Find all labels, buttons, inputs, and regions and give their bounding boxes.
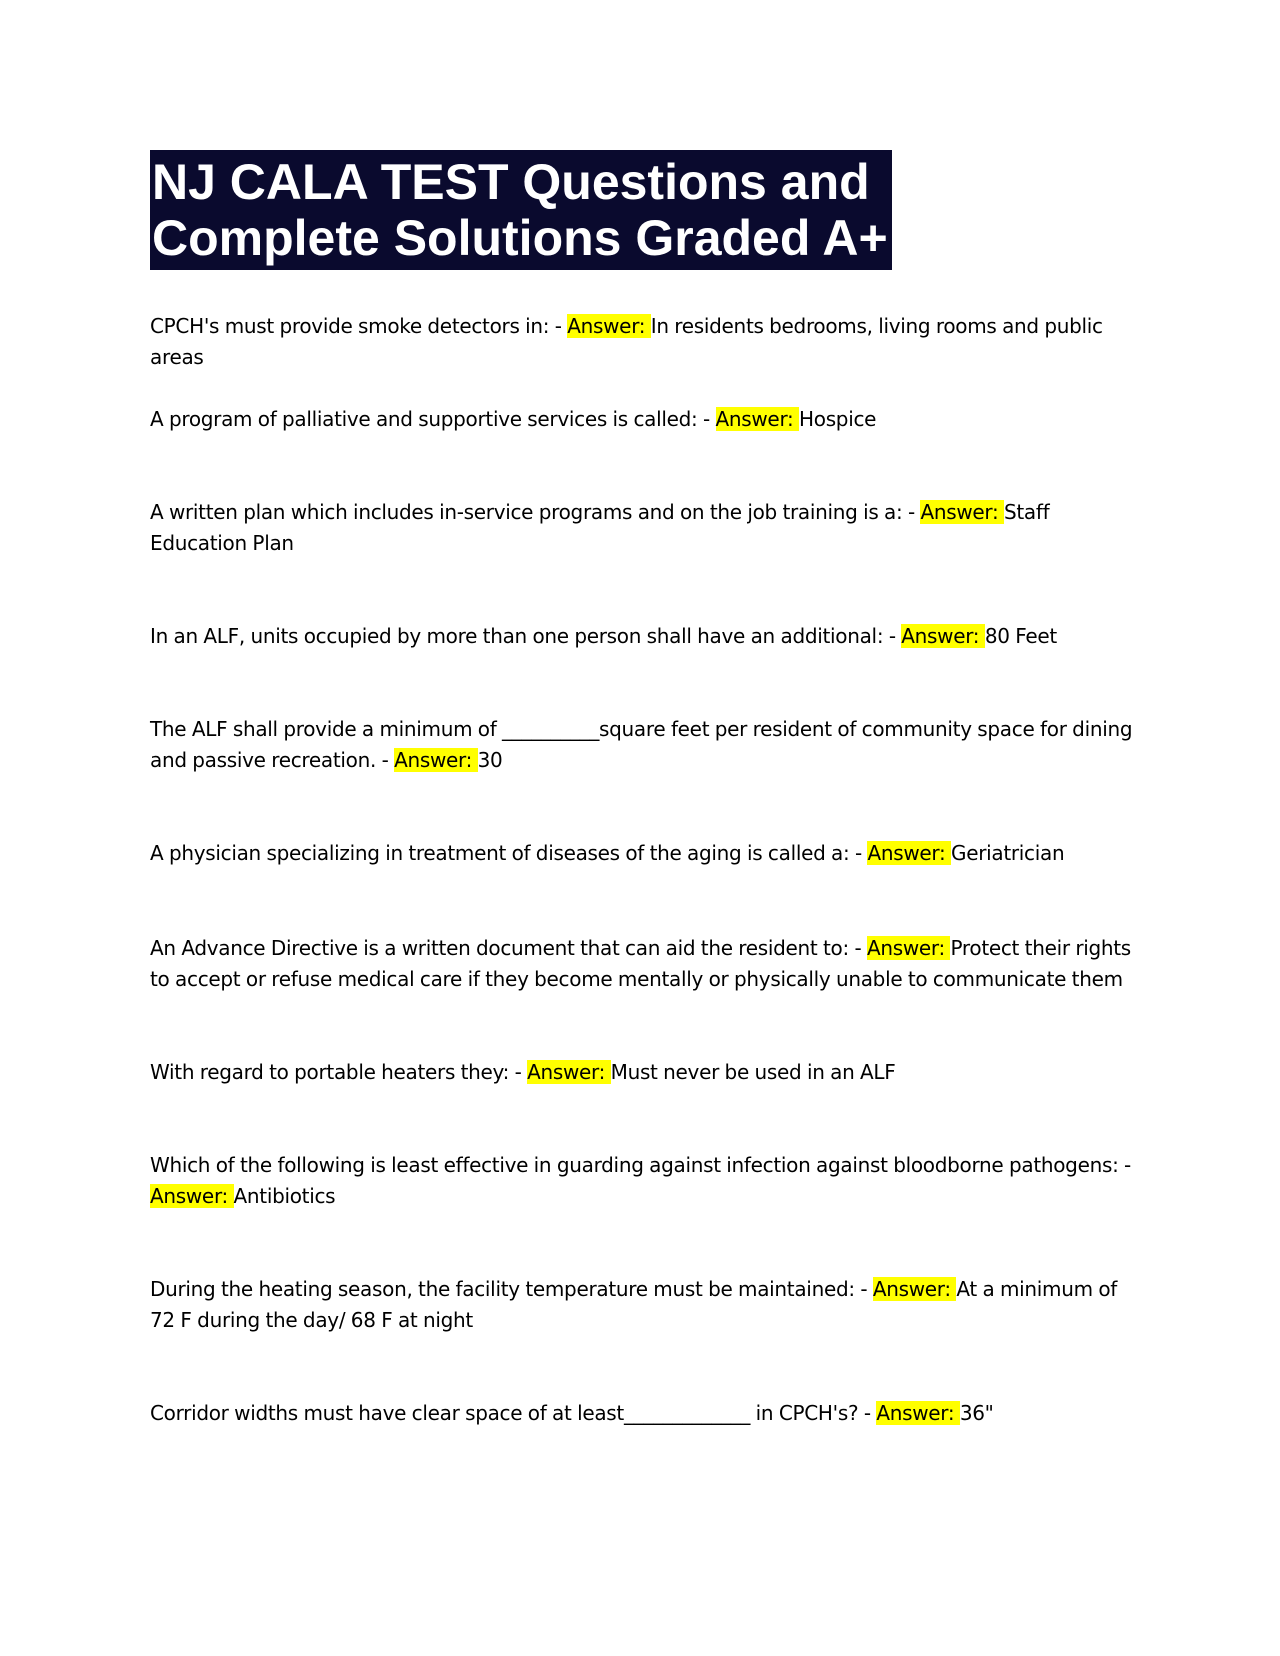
qa-item [150, 621, 1135, 652]
answer-text: Staff Education Plan [150, 500, 1050, 555]
qa-item [150, 714, 1135, 776]
qa-item [150, 404, 1135, 435]
question-text: An Advance Directive is a written document that can aid the resident to: - [150, 936, 867, 960]
answer-label: Answer: [901, 624, 985, 648]
question-text: In an ALF, units occupied by more than one person shall have an additional: - [150, 624, 902, 648]
answer-label: Answer: [567, 314, 651, 338]
answer-text: 30 [477, 748, 503, 772]
answer-text: In residents bedrooms, living rooms and public areas [150, 314, 1103, 369]
title-line-2: Complete Solutions Graded A+ [152, 210, 888, 266]
answer-text: Protect their rights to accept or refuse medical care if they become mentally or physically unable to communicate them [150, 936, 1131, 991]
answer-text: At a minimum of 72 F during the day/ 68 F at night [150, 1277, 1118, 1332]
answer-text: 36" [959, 1401, 994, 1425]
answer-label: Answer: [715, 407, 800, 431]
question-text: During the heating season, the facility temperature must be maintained: - [150, 1277, 873, 1301]
qa-item [150, 1398, 1135, 1429]
answer-text: Must never be used in an ALF [610, 1060, 896, 1084]
qa-item [150, 933, 1135, 995]
answer-text: Antibiotics [233, 1184, 336, 1208]
question-text: A written plan which includes in-service programs and on the job training is a: - [150, 500, 921, 524]
qa-item [150, 311, 1135, 373]
answer-label: Answer: [150, 1184, 234, 1208]
answer-label: Answer: [394, 748, 478, 772]
qa-item [150, 497, 1135, 559]
qa-item [150, 1150, 1135, 1212]
answer-label: Answer: [920, 500, 1004, 524]
qa-item [150, 1274, 1135, 1336]
answer-text: Geriatrician [951, 841, 1065, 865]
title-line-1: NJ CALA TEST Questions and [152, 154, 870, 210]
answer-label: Answer: [876, 1401, 960, 1425]
question-text: Which of the following is least effective in guarding against infection against bloodborne pathogens: - [150, 1153, 1131, 1177]
question-text: The ALF shall provide a minimum of __________square feet per resident of community space for dining and passive recreation. - [150, 717, 1133, 772]
answer-label: Answer: [872, 1277, 957, 1301]
question-text: A physician specializing in treatment of diseases of the aging is called a: - [150, 841, 868, 865]
document-title [150, 150, 892, 270]
answer-text: Hospice [799, 407, 877, 431]
answer-label: Answer: [867, 841, 951, 865]
qa-item [150, 838, 1135, 869]
answer-label: Answer: [527, 1060, 611, 1084]
answer-text: 80 Feet [984, 624, 1057, 648]
answer-label: Answer: [866, 936, 951, 960]
question-text: With regard to portable heaters they: - [150, 1060, 528, 1084]
question-text: A program of palliative and supportive services is called: - [150, 407, 716, 431]
question-text: CPCH's must provide smoke detectors in: - [150, 314, 568, 338]
qa-item [150, 1057, 1135, 1088]
question-text: Corridor widths must have clear space of at least_____________ in CPCH's? - [150, 1401, 877, 1425]
